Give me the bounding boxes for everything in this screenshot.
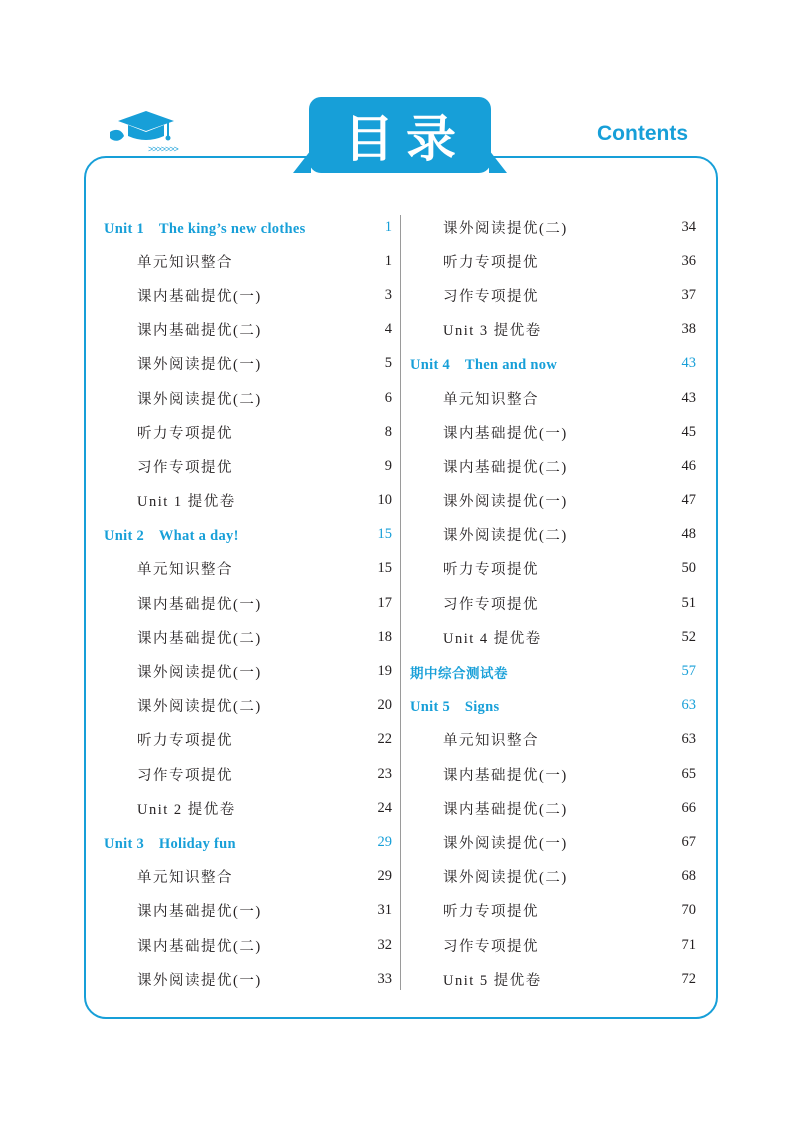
toc-page-number: 68: [681, 868, 696, 885]
toc-page-number: 23: [377, 765, 392, 782]
toc-entry[interactable]: [104, 654, 392, 688]
toc-page-number: 3: [384, 286, 392, 303]
toc-column-right: [410, 210, 696, 996]
toc-page-number: 46: [681, 457, 696, 474]
toc-entry-title: 课内基础提优(二): [137, 323, 262, 340]
toc-page-number: 1: [384, 218, 392, 235]
toc-page-number: 71: [681, 936, 696, 953]
toc-entry-title: 习作专项提优: [443, 288, 539, 305]
toc-entry-title: 单元知识整合: [137, 870, 233, 887]
toc-entry[interactable]: [104, 791, 392, 825]
toc-page-number: 29: [377, 868, 392, 885]
toc-page-number: 36: [681, 252, 696, 269]
toc-entry[interactable]: [410, 484, 696, 518]
toc-page-number: 6: [384, 389, 392, 406]
toc-page-number: 4: [384, 321, 392, 338]
toc-entry-title: 课内基础提优(二): [443, 459, 568, 476]
toc-entry[interactable]: [410, 449, 696, 483]
toc-entry[interactable]: [410, 825, 696, 859]
toc-page-number: 63: [681, 731, 696, 748]
toc-entry-title: 课外阅读提优(二): [443, 870, 568, 887]
toc-entry-title: 课内基础提优(一): [137, 288, 262, 305]
toc-entry-title: Unit 1 The king’s new clothes: [104, 220, 306, 237]
toc-entry[interactable]: [410, 210, 696, 244]
toc-entry[interactable]: [410, 586, 696, 620]
toc-entry-title: Unit 2 What a day!: [104, 528, 239, 545]
toc-page-number: 48: [681, 526, 696, 543]
toc-unit-heading[interactable]: [104, 210, 392, 244]
toc-entry[interactable]: [410, 962, 696, 996]
toc-entry-title: Unit 3 提优卷: [443, 323, 542, 340]
graduation-cap-icon: [108, 108, 188, 156]
toc-entry[interactable]: [410, 860, 696, 894]
toc-entry[interactable]: [104, 381, 392, 415]
toc-entry[interactable]: [410, 381, 696, 415]
toc-entry-title: Unit 4 Then and now: [410, 357, 558, 374]
toc-entry-title: 听力专项提优: [137, 733, 233, 750]
toc-page-number: 15: [377, 560, 392, 577]
toc-page-number: 22: [377, 731, 392, 748]
toc-entry-title: 课内基础提优(一): [443, 425, 568, 442]
column-divider: [400, 215, 401, 990]
toc-page-number: 10: [377, 492, 392, 509]
toc-page-number: 43: [681, 355, 696, 372]
toc-entry-title: 课外阅读提优(一): [137, 972, 262, 989]
toc-entry[interactable]: [104, 484, 392, 518]
toc-unit-heading[interactable]: [410, 654, 696, 688]
toc-page-number: 47: [681, 492, 696, 509]
toc-entry[interactable]: [410, 928, 696, 962]
page-title: 目录: [309, 97, 491, 173]
toc-unit-heading[interactable]: [104, 825, 392, 859]
toc-page-number: 43: [681, 389, 696, 406]
toc-entry[interactable]: [410, 620, 696, 654]
toc-entry-title: 课外阅读提优(二): [443, 220, 568, 237]
svg-text:>>>>>>>: >>>>>>>: [148, 144, 178, 154]
toc-page-number: 65: [681, 765, 696, 782]
toc-unit-heading[interactable]: [410, 347, 696, 381]
toc-entry-title: 课外阅读提优(一): [443, 835, 568, 852]
toc-entry-title: Unit 5 提优卷: [443, 972, 542, 989]
toc-page-number: 20: [377, 697, 392, 714]
toc-entry-title: 课内基础提优(一): [137, 596, 262, 613]
toc-page-number: 32: [377, 936, 392, 953]
toc-entry[interactable]: [104, 449, 392, 483]
toc-unit-heading[interactable]: [104, 518, 392, 552]
toc-page-number: 34: [681, 218, 696, 235]
toc-page-number: 37: [681, 286, 696, 303]
toc-entry[interactable]: [410, 757, 696, 791]
toc-page-number: 17: [377, 594, 392, 611]
toc-entry[interactable]: [104, 313, 392, 347]
toc-entry[interactable]: [104, 962, 392, 996]
toc-entry-title: Unit 3 Holiday fun: [104, 835, 236, 852]
toc-entry-title: 单元知识整合: [443, 391, 539, 408]
toc-page-number: 45: [681, 423, 696, 440]
toc-entry[interactable]: [104, 244, 392, 278]
toc-page-number: 57: [681, 663, 696, 680]
toc-page-number: 51: [681, 594, 696, 611]
toc-entry-title: Unit 4 提优卷: [443, 630, 542, 647]
toc-entry[interactable]: [104, 928, 392, 962]
toc-entry-title: 习作专项提优: [137, 767, 233, 784]
toc-entry-title: 课外阅读提优(二): [137, 699, 262, 716]
toc-entry[interactable]: [104, 278, 392, 312]
toc-entry[interactable]: [104, 552, 392, 586]
toc-entry[interactable]: [410, 552, 696, 586]
toc-page-number: 66: [681, 799, 696, 816]
toc-entry-title: 课内基础提优(二): [137, 630, 262, 647]
toc-entry[interactable]: [410, 894, 696, 928]
toc-entry-title: 期中综合测试卷: [410, 665, 508, 682]
toc-page-number: 24: [377, 799, 392, 816]
toc-entry-title: 课外阅读提优(二): [443, 528, 568, 545]
toc-page-number: 5: [384, 355, 392, 372]
toc-entry-title: 课内基础提优(二): [137, 938, 262, 955]
toc-page-number: 18: [377, 628, 392, 645]
toc-entry[interactable]: [104, 894, 392, 928]
toc-entry-title: 课内基础提优(一): [137, 904, 262, 921]
toc-page-number: 31: [377, 902, 392, 919]
toc-page-number: 67: [681, 833, 696, 850]
toc-entry-title: 课外阅读提优(一): [137, 357, 262, 374]
toc-entry-title: 听力专项提优: [137, 425, 233, 442]
toc-entry[interactable]: [410, 723, 696, 757]
contents-subtitle: Contents: [597, 122, 688, 145]
toc-entry-title: Unit 1 提优卷: [137, 494, 236, 511]
toc-page-number: 19: [377, 663, 392, 680]
toc-unit-heading[interactable]: [410, 689, 696, 723]
toc-entry-title: 听力专项提优: [443, 254, 539, 271]
toc-entry[interactable]: [410, 791, 696, 825]
toc-page-number: 52: [681, 628, 696, 645]
toc-entry-title: 习作专项提优: [443, 596, 539, 613]
toc-entry-title: 习作专项提优: [443, 938, 539, 955]
toc-entry[interactable]: [410, 278, 696, 312]
toc-page-number: 50: [681, 560, 696, 577]
toc-page-number: 72: [681, 970, 696, 987]
toc-page-number: 33: [377, 970, 392, 987]
toc-entry-title: 课外阅读提优(一): [137, 665, 262, 682]
toc-entry-title: 单元知识整合: [443, 733, 539, 750]
toc-entry-title: 听力专项提优: [443, 562, 539, 579]
toc-entry[interactable]: [410, 244, 696, 278]
toc-entry[interactable]: [104, 757, 392, 791]
toc-entry[interactable]: [104, 347, 392, 381]
toc-entry-title: Unit 2 提优卷: [137, 801, 236, 818]
toc-entry-title: 课外阅读提优(二): [137, 391, 262, 408]
toc-page-number: 70: [681, 902, 696, 919]
toc-entry[interactable]: [104, 860, 392, 894]
toc-page-number: 9: [384, 457, 392, 474]
toc-entry-title: 单元知识整合: [137, 254, 233, 271]
toc-entry[interactable]: [104, 415, 392, 449]
toc-entry-title: 习作专项提优: [137, 459, 233, 476]
toc-page-number: 8: [384, 423, 392, 440]
toc-page-number: 38: [681, 321, 696, 338]
toc-entry[interactable]: [104, 723, 392, 757]
toc-column-left: [104, 210, 392, 996]
toc-page-number: 29: [377, 833, 392, 850]
toc-page-number: 63: [681, 697, 696, 714]
toc-entry-title: 单元知识整合: [137, 562, 233, 579]
toc-page-number: 1: [384, 252, 392, 269]
toc-entry[interactable]: [104, 586, 392, 620]
toc-entry[interactable]: [410, 518, 696, 552]
toc-entry-title: 课内基础提优(一): [443, 767, 568, 784]
toc-entry[interactable]: [104, 620, 392, 654]
toc-entry-title: 听力专项提优: [443, 904, 539, 921]
toc-entry[interactable]: [104, 689, 392, 723]
toc-entry[interactable]: [410, 313, 696, 347]
toc-entry-title: Unit 5 Signs: [410, 699, 500, 716]
toc-entry-title: 课外阅读提优(一): [443, 494, 568, 511]
toc-page-number: 15: [377, 526, 392, 543]
toc-entry[interactable]: [410, 415, 696, 449]
toc-entry-title: 课内基础提优(二): [443, 801, 568, 818]
